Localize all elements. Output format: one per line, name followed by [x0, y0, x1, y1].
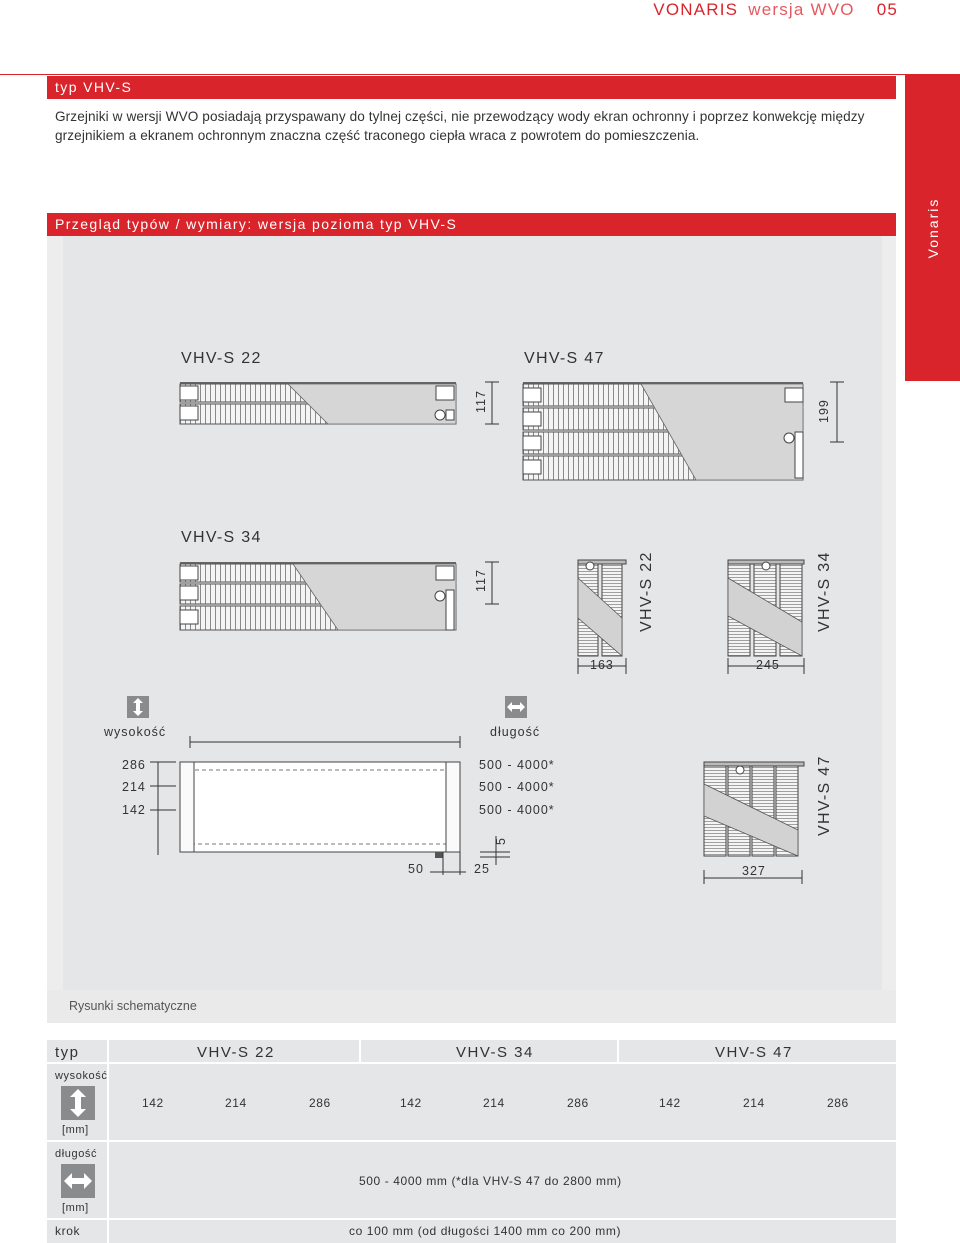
side-label-vhv-s-22: VHV-S 22 — [638, 551, 655, 632]
height-286: 286 — [122, 758, 146, 772]
dim-line-199 — [830, 380, 844, 444]
dimension-front-drawing — [150, 740, 480, 880]
height-label: wysokość — [104, 725, 167, 739]
dim-117-b: 117 — [474, 569, 488, 592]
side-tab-label: Vonaris — [924, 197, 941, 258]
row-separator-3 — [47, 1218, 896, 1220]
table-length-label: długość — [55, 1148, 98, 1160]
row-separator-1 — [47, 1062, 896, 1064]
label-vhv-s-34: VHV-S 34 — [181, 529, 262, 546]
table-step-label: krok — [55, 1224, 81, 1238]
vhv-s-34-front-drawing — [178, 560, 478, 635]
page-header — [653, 0, 898, 20]
table-type-34: VHV-S 34 — [456, 1044, 534, 1061]
panel-stripe-right — [882, 236, 896, 990]
table-mm-label-2: [mm] — [62, 1202, 89, 1214]
header-subtitle: wersja WVO — [748, 0, 855, 19]
dim-199: 199 — [817, 399, 831, 423]
row-separator-2 — [47, 1140, 896, 1142]
table-height-9: 286 — [827, 1096, 849, 1110]
dim-25: 25 — [474, 862, 490, 876]
table-length-icon — [61, 1164, 95, 1198]
brand-name: VONARIS — [653, 0, 739, 19]
length-row-1: 500 - 4000* — [479, 758, 555, 772]
table-height-8: 214 — [743, 1096, 765, 1110]
table-height-1: 142 — [142, 1096, 164, 1110]
height-arrows-icon — [127, 696, 149, 718]
intro-paragraph: Grzejniki w wersji WVO posiadają przyspawany do tylnej części, nie przewodzący wody ekran ochronny i poprzez konwekcję między grzejnikiem a ekranem ochronnym znaczna część traconego ciepła wraca z powrotem do pomieszczenia. — [55, 109, 865, 143]
table-height-4: 142 — [400, 1096, 422, 1110]
length-label: długość — [490, 725, 541, 739]
dim-245: 245 — [756, 658, 780, 672]
table-height-label: wysokość — [55, 1070, 108, 1082]
table-typ-label: typ — [55, 1044, 80, 1061]
side-tab[interactable] — [905, 74, 960, 381]
table-height-2: 214 — [225, 1096, 247, 1110]
panel-stripe-left — [47, 236, 63, 990]
header-rule — [0, 74, 905, 75]
type-separator-2 — [617, 1040, 619, 1062]
section-title-bar — [47, 76, 896, 99]
label-vhv-s-22: VHV-S 22 — [181, 350, 262, 367]
length-row-3: 500 - 4000* — [479, 803, 555, 817]
table-type-47: VHV-S 47 — [715, 1044, 793, 1061]
table-mm-label: [mm] — [62, 1124, 89, 1136]
dim-117-a: 117 — [474, 390, 488, 413]
table-height-7: 142 — [659, 1096, 681, 1110]
table-height-6: 286 — [567, 1096, 589, 1110]
section-title: typ VHV-S — [55, 79, 133, 95]
dim-163: 163 — [590, 658, 614, 672]
side-label-vhv-s-34: VHV-S 34 — [816, 551, 833, 632]
dim-327: 327 — [742, 864, 766, 878]
dim-5: 5 — [494, 837, 508, 845]
table-type-22: VHV-S 22 — [197, 1044, 275, 1061]
overview-title: Przegląd typów / wymiary: wersja pozioma typ VHV-S — [55, 216, 458, 232]
height-142: 142 — [122, 803, 146, 817]
dim-50: 50 — [408, 862, 424, 876]
side-label-vhv-s-47: VHV-S 47 — [816, 755, 833, 836]
type-separator-1 — [359, 1040, 361, 1062]
length-row-2: 500 - 4000* — [479, 780, 555, 794]
length-arrows-icon — [505, 696, 527, 718]
spec-table — [47, 1040, 896, 1243]
overview-title-bar — [47, 213, 896, 236]
page-number: 05 — [876, 0, 898, 19]
table-height-5: 214 — [483, 1096, 505, 1110]
height-214: 214 — [122, 780, 146, 794]
table-height-icon — [61, 1086, 95, 1120]
label-vhv-s-47: VHV-S 47 — [524, 350, 605, 367]
vhv-s-22-front-drawing — [178, 380, 478, 430]
table-length-value: 500 - 4000 mm (*dla VHV-S 47 do 2800 mm) — [359, 1174, 622, 1188]
vhv-s-47-front-drawing — [521, 380, 821, 485]
table-height-3: 286 — [309, 1096, 331, 1110]
table-step-value: co 100 mm (od długości 1400 mm co 200 mm) — [349, 1224, 622, 1238]
caption: Rysunki schematyczne — [47, 990, 896, 1023]
